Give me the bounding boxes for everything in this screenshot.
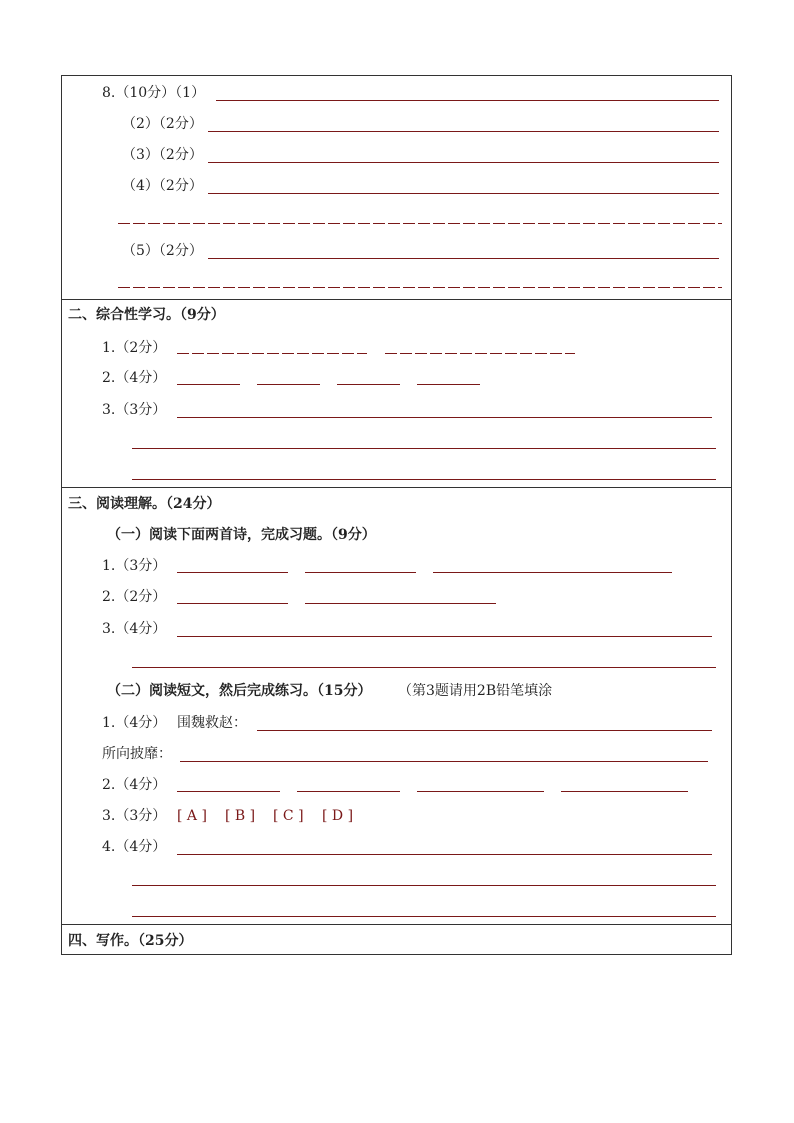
- section-4-title: 四、写作。（25分）: [68, 933, 193, 949]
- answer-dashed-line[interactable]: [177, 353, 367, 354]
- question-8-3-label: （3）（2分）: [122, 147, 203, 163]
- section-2-q1-label: 1.（2分）: [102, 340, 167, 356]
- question-8-1-label: 8.（10分）（1）: [102, 85, 206, 101]
- answer-dashed-line[interactable]: [118, 223, 722, 224]
- answer-blank[interactable]: [177, 384, 240, 385]
- section-3-sub1-q2-label: 2.（2分）: [102, 589, 167, 605]
- answer-blank[interactable]: [561, 791, 688, 792]
- section-3-sub2-q2-label: 2.（4分）: [102, 777, 167, 793]
- section-3-sub2-note: （第3题请用2B铅笔填涂: [398, 683, 553, 699]
- answer-blank[interactable]: [297, 791, 400, 792]
- section-divider: [62, 299, 731, 300]
- answer-line[interactable]: [177, 417, 712, 418]
- answer-dashed-line[interactable]: [118, 287, 722, 288]
- answer-blank[interactable]: [305, 603, 496, 604]
- section-3-sub2-q1-label: 1.（4分）: [102, 715, 167, 731]
- answer-blank[interactable]: [337, 384, 400, 385]
- answer-line[interactable]: [132, 479, 716, 480]
- option-b-bubble[interactable]: [ B ]: [225, 808, 256, 824]
- answer-line[interactable]: [177, 636, 712, 637]
- answer-blank[interactable]: [305, 572, 416, 573]
- answer-blank[interactable]: [433, 572, 672, 573]
- section-2-q3-label: 3.（3分）: [102, 402, 167, 418]
- section-3-sub2-title: （二）阅读短文，然后完成练习。（15分）: [107, 683, 372, 699]
- section-2-title: 二、综合性学习。（9分）: [68, 307, 225, 323]
- answer-line[interactable]: [208, 193, 719, 194]
- answer-line[interactable]: [257, 730, 712, 731]
- question-8-4-label: （4）（2分）: [122, 178, 203, 194]
- option-d-bubble[interactable]: [ D ]: [322, 808, 354, 824]
- section-divider: [62, 487, 731, 488]
- section-3-sub1-q1-label: 1.（3分）: [102, 558, 167, 574]
- answer-blank[interactable]: [177, 603, 288, 604]
- idiom-term-1: 围魏救赵：: [177, 715, 247, 731]
- answer-blank[interactable]: [257, 384, 320, 385]
- answer-line[interactable]: [132, 667, 716, 668]
- answer-blank[interactable]: [177, 572, 288, 573]
- answer-line[interactable]: [208, 162, 719, 163]
- answer-line[interactable]: [208, 258, 719, 259]
- answer-line[interactable]: [216, 100, 719, 101]
- answer-blank[interactable]: [417, 384, 480, 385]
- answer-line[interactable]: [177, 854, 712, 855]
- option-a-bubble[interactable]: [ A ]: [177, 808, 207, 824]
- section-3-title: 三、阅读理解。（24分）: [68, 496, 221, 512]
- answer-blank[interactable]: [417, 791, 544, 792]
- answer-line[interactable]: [132, 885, 716, 886]
- answer-line[interactable]: [180, 761, 708, 762]
- section-2-q2-label: 2.（4分）: [102, 370, 167, 386]
- section-3-sub2-q4-label: 4.（4分）: [102, 839, 167, 855]
- question-8-5-label: （5）（2分）: [122, 243, 203, 259]
- answer-line[interactable]: [208, 131, 719, 132]
- answer-blank[interactable]: [177, 791, 280, 792]
- section-3-sub1-q3-label: 3.（4分）: [102, 621, 167, 637]
- answer-line[interactable]: [132, 916, 716, 917]
- answer-dashed-line[interactable]: [385, 353, 575, 354]
- option-c-bubble[interactable]: [ C ]: [273, 808, 304, 824]
- question-8-2-label: （2）（2分）: [122, 116, 203, 132]
- section-divider: [62, 924, 731, 925]
- section-3-sub1-title: （一）阅读下面两首诗，完成习题。（9分）: [107, 527, 376, 543]
- idiom-term-2: 所向披靡：: [102, 746, 172, 762]
- section-3-sub2-q3-label: 3.（3分）: [102, 808, 167, 824]
- answer-line[interactable]: [132, 448, 716, 449]
